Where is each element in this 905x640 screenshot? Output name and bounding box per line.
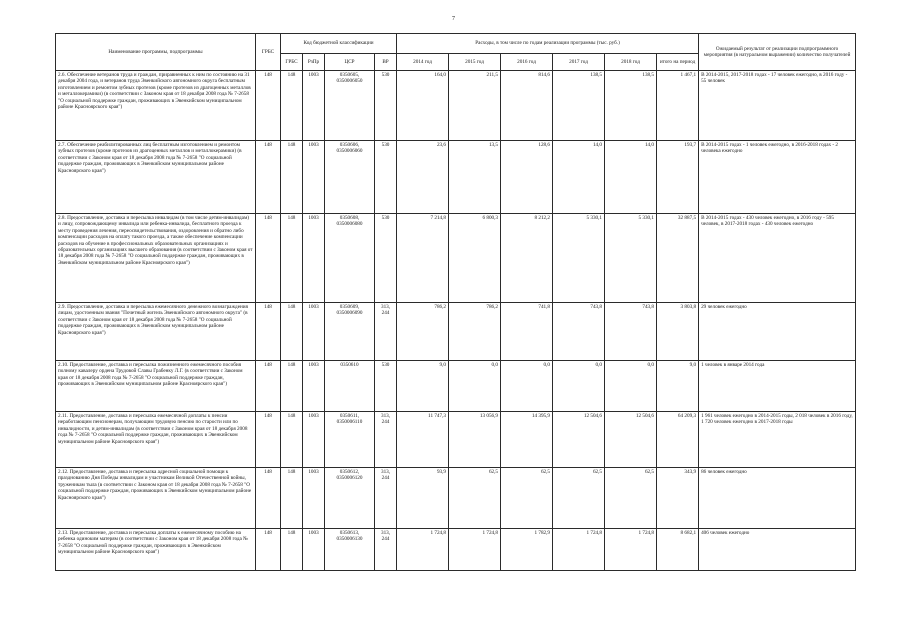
row-2016-cell: 741,8 xyxy=(501,303,553,361)
row-2018-cell: 12 504,6 xyxy=(605,412,657,468)
table-row xyxy=(56,141,856,214)
header-sub-csr: ЦСР xyxy=(325,54,375,71)
row-rzpr-code-cell: 1003 xyxy=(303,412,325,468)
row-rzpr-cell: 148 xyxy=(281,529,303,571)
row-2015-cell: 1 724,8 xyxy=(449,529,501,571)
row-result-cell: 1 961 человек ежегодно в 2014-2015 годы, 2 018 человек в 2016 году, 1 720 человек ежегодно в 2017-2018 годы xyxy=(699,412,856,468)
row-2018-cell: 743,8 xyxy=(605,303,657,361)
row-rzpr-cell: 148 xyxy=(281,141,303,214)
row-vr-cell: 530 xyxy=(375,71,397,141)
table-row xyxy=(56,529,856,571)
row-2014-cell: 7 214,8 xyxy=(397,214,449,303)
header-row-top xyxy=(56,34,856,54)
row-grbs-cell: 148 xyxy=(256,529,281,571)
row-name-cell: 2.7. Обеспечение реабилитированных лиц бесплатным изготовлением и ремонтом зубных протезов (кроме протезов из драгоценных металлов и металлокерамики) (в соответствии с Законом края от 18 декабря 2008 года № 7-2658 "О социальной поддержке граждан, проживающих в Эвенкийском муниципальном районе Красноярского края") xyxy=(56,141,256,214)
row-2014-cell: 9,0 xyxy=(397,361,449,412)
header-sub-2016: 2016 год xyxy=(501,54,553,71)
header-result: Ожидаемый результат от реализации подпрограммного мероприятия (в натуральном выражении) количество получателей xyxy=(699,34,856,71)
header-code-group: Код бюджетной классификации xyxy=(281,34,397,54)
row-rzpr-code-cell: 1003 xyxy=(303,141,325,214)
row-2015-cell: 13 056,9 xyxy=(449,412,501,468)
row-name-cell: 2.12. Предоставление, доставка и пересылка адресной социальной помощи к празднованию Дня Победы инвалидам и участникам Великой Отечественной войны, труженикам тыла (в соответствии с Законом края от 18 декабря 2008 года № 7-2658 "О социальной поддержке граждан, проживающих в Эвенкийском муниципальном районе Красноярского края") xyxy=(56,468,256,529)
row-2015-cell: 13,5 xyxy=(449,141,501,214)
row-2017-cell: 1 724,8 xyxy=(553,529,605,571)
row-total-cell: 3 803,8 xyxy=(657,303,699,361)
header-sub-total: итого на период xyxy=(657,54,699,71)
row-2017-cell: 0,0 xyxy=(553,361,605,412)
row-vr-cell: 313, 244 xyxy=(375,468,397,529)
row-2014-cell: 93,9 xyxy=(397,468,449,529)
header-sub-2018: 2018 год xyxy=(605,54,657,71)
header-sub-grbs: ГРБС xyxy=(281,54,303,71)
header-sub-2014: 2014 год xyxy=(397,54,449,71)
row-grbs-cell: 148 xyxy=(256,468,281,529)
page-number: 7 xyxy=(452,16,455,22)
row-name-cell: 2.10. Предоставление, доставка и пересылка пожизненного ежемесячного пособия полному кавалеру ордена Трудовой Славы Грабенку Л.Г. (в соответствии с Законом края от 18 декабря 2008 года № 7-2658 "О социальной поддержке граждан, проживающих в Эвенкийском муниципальном районе Красноярского края") xyxy=(56,361,256,412)
row-vr-cell: 313, 244 xyxy=(375,303,397,361)
table-row xyxy=(56,361,856,412)
row-2014-cell: 23,6 xyxy=(397,141,449,214)
row-2016-cell: 62,5 xyxy=(501,468,553,529)
row-name-cell: 2.9. Предоставление, доставка и пересылка ежемесячного денежного вознаграждения лицам, удостоенным звания "Почетный житель Эвенкийского автономного округа" (в соответствии с Законом края от 18 декабря 2008 года № 7-2658 "О социальной поддержке граждан, проживающих в Эвенкийском муниципальном районе Красноярского края") xyxy=(56,303,256,361)
row-name-cell: 2.13. Предоставление, доставка и пересылка доплаты к ежемесячному пособию на ребенка одиноким матерям (в соответствии с Законом края от 18 декабря 2008 года № 7-2658 "О социальной поддержке граждан, проживающих в Эвенкийском муниципальном районе Красноярского края") xyxy=(56,529,256,571)
row-2014-cell: 164,0 xyxy=(397,71,449,141)
row-name-cell: 2.11. Предоставление, доставка и пересылка ежемесячной доплаты к пенсии неработающим пенсионерам, получающим трудовую пенсию по старости или по инвалидности, и детям-инвалидам (в соответствии с Законом края от 18 декабря 2008 года № 7-2658 "О социальной поддержке граждан, проживающих в Эвенкийском муниципальном районе Красноярского края") xyxy=(56,412,256,468)
row-2014-cell: 1 724,8 xyxy=(397,529,449,571)
table-row xyxy=(56,214,856,303)
row-grbs-cell: 148 xyxy=(256,303,281,361)
row-result-cell: В 2014-2015 годах - 1 человек ежегодно, в 2016-2018 годах - 2 человека ежегодно xyxy=(699,141,856,214)
row-2017-cell: 5 330,1 xyxy=(553,214,605,303)
row-2016-cell: 1 782,9 xyxy=(501,529,553,571)
row-2015-cell: 0,0 xyxy=(449,361,501,412)
row-total-cell: 343,9 xyxy=(657,468,699,529)
header-grbs: ГРБС xyxy=(256,34,281,71)
header-name: Наименование программы, подпрограммы xyxy=(56,34,256,71)
row-result-cell: В 2014-2015 годах - 430 человек ежегодно, в 2016 году - 595 человек, в 2017-2018 годах - 430 человек ежегодно xyxy=(699,214,856,303)
row-2016-cell: 0,0 xyxy=(501,361,553,412)
row-rzpr-cell: 148 xyxy=(281,468,303,529)
header-sub-vr: ВР xyxy=(375,54,397,71)
row-total-cell: 8 682,1 xyxy=(657,529,699,571)
row-csr-cell: 0350611, 0350006110 xyxy=(325,412,375,468)
row-2018-cell: 138,5 xyxy=(605,71,657,141)
row-grbs-cell: 148 xyxy=(256,412,281,468)
row-total-cell: 64 209,3 xyxy=(657,412,699,468)
row-2018-cell: 0,0 xyxy=(605,361,657,412)
row-result-cell: 29 человек ежегодно xyxy=(699,303,856,361)
row-grbs-cell: 148 xyxy=(256,141,281,214)
row-2014-cell: 786,2 xyxy=(397,303,449,361)
row-name-cell: 2.8. Предоставление, доставка и пересылка инвалидам (в том числе детям-инвалидам) и лицу, сопровождающему инвалида или ребенка-инвалида, бесплатного проезда к месту проведения лечения, переосвидетельствования, оздоровления и обратно либо компенсации расходов на оплату такого проезда, а также обеспечение компенсации расходов на обучение в профессиональных образовательных организациях и образовательных организациях высшего образования (в соответствии с Законом края от 18 декабря 2008 года № 7-2658 "О социальной поддержке граждан, проживающих в Эвенкийском муниципальном районе Красноярского края") xyxy=(56,214,256,303)
row-rzpr-cell: 148 xyxy=(281,71,303,141)
header-sub-rzpr: РзПр xyxy=(303,54,325,71)
header-expenses-group: Расходы, в том числе по годам реализации программы (тыс. руб.) xyxy=(397,34,699,54)
table-row xyxy=(56,303,856,361)
row-rzpr-cell: 148 xyxy=(281,412,303,468)
row-2015-cell: 211,5 xyxy=(449,71,501,141)
row-grbs-cell: 148 xyxy=(256,361,281,412)
row-2016-cell: 14 395,9 xyxy=(501,412,553,468)
row-vr-cell: 313, 244 xyxy=(375,529,397,571)
row-total-cell: 9,0 xyxy=(657,361,699,412)
row-rzpr-code-cell: 1003 xyxy=(303,303,325,361)
row-2014-cell: 11 747,3 xyxy=(397,412,449,468)
row-2015-cell: 62,5 xyxy=(449,468,501,529)
row-grbs-cell: 148 xyxy=(256,214,281,303)
budget-table xyxy=(55,33,856,571)
row-result-cell: 86 человек ежегодно xyxy=(699,468,856,529)
row-2016-cell: 128,6 xyxy=(501,141,553,214)
row-total-cell: 1 467,1 xyxy=(657,71,699,141)
row-csr-cell: 0350610 xyxy=(325,361,375,412)
row-2016-cell: 814,6 xyxy=(501,71,553,141)
row-2018-cell: 62,5 xyxy=(605,468,657,529)
row-csr-cell: 0350613, 0350006130 xyxy=(325,529,375,571)
row-result-cell: 1 человек в январе 2014 года xyxy=(699,361,856,412)
row-rzpr-code-cell: 1003 xyxy=(303,361,325,412)
table-row xyxy=(56,468,856,529)
row-rzpr-cell: 148 xyxy=(281,303,303,361)
row-2017-cell: 62,5 xyxy=(553,468,605,529)
row-total-cell: 193,7 xyxy=(657,141,699,214)
row-2018-cell: 5 330,1 xyxy=(605,214,657,303)
row-csr-cell: 0350612, 0350006120 xyxy=(325,468,375,529)
row-rzpr-cell: 148 xyxy=(281,361,303,412)
row-2018-cell: 1 724,8 xyxy=(605,529,657,571)
row-csr-cell: 0350605, 0350006050 xyxy=(325,71,375,141)
row-rzpr-code-cell: 1003 xyxy=(303,468,325,529)
row-result-cell: В 2014-2015, 2017-2018 годах - 17 человек ежегодно, в 2016 году - 55 человек xyxy=(699,71,856,141)
header-sub-2017: 2017 год xyxy=(553,54,605,71)
row-2017-cell: 743,8 xyxy=(553,303,605,361)
row-2017-cell: 138,5 xyxy=(553,71,605,141)
row-rzpr-code-cell: 1003 xyxy=(303,214,325,303)
row-rzpr-cell: 148 xyxy=(281,214,303,303)
row-rzpr-code-cell: 1003 xyxy=(303,71,325,141)
row-vr-cell: 313, 244 xyxy=(375,412,397,468)
row-vr-cell: 530 xyxy=(375,141,397,214)
row-2015-cell: 786,2 xyxy=(449,303,501,361)
row-2015-cell: 6 800,3 xyxy=(449,214,501,303)
row-grbs-cell: 148 xyxy=(256,71,281,141)
row-2017-cell: 14,0 xyxy=(553,141,605,214)
row-vr-cell: 530 xyxy=(375,361,397,412)
row-2018-cell: 14,0 xyxy=(605,141,657,214)
row-name-cell: 2.6. Обеспечение ветеранов труда и граждан, приравненных к ним по состоянию на 31 декабря 2004 года, и ветеранов труда Эвенкийского автономного округа бесплатным изготовлением и ремонтом зубных протезов (кроме протезов из драгоценных металлов и металлокерамики) (в соответствии с Законом края от 18 декабря 2008 года № 7-2658 "О социальной поддержке граждан, проживающих в Эвенкийском муниципальном районе Красноярского края") xyxy=(56,71,256,141)
row-2016-cell: 8 212,2 xyxy=(501,214,553,303)
table-row xyxy=(56,412,856,468)
row-vr-cell: 530 xyxy=(375,214,397,303)
row-result-cell: 406 человек ежегодно xyxy=(699,529,856,571)
row-csr-cell: 0350606, 0350006060 xyxy=(325,141,375,214)
row-csr-cell: 0350609, 0350006090 xyxy=(325,303,375,361)
row-total-cell: 32 887,5 xyxy=(657,214,699,303)
table-row xyxy=(56,71,856,141)
row-2017-cell: 12 504,6 xyxy=(553,412,605,468)
row-csr-cell: 0350608, 0350006080 xyxy=(325,214,375,303)
row-rzpr-code-cell: 1003 xyxy=(303,529,325,571)
header-sub-2015: 2015 год xyxy=(449,54,501,71)
